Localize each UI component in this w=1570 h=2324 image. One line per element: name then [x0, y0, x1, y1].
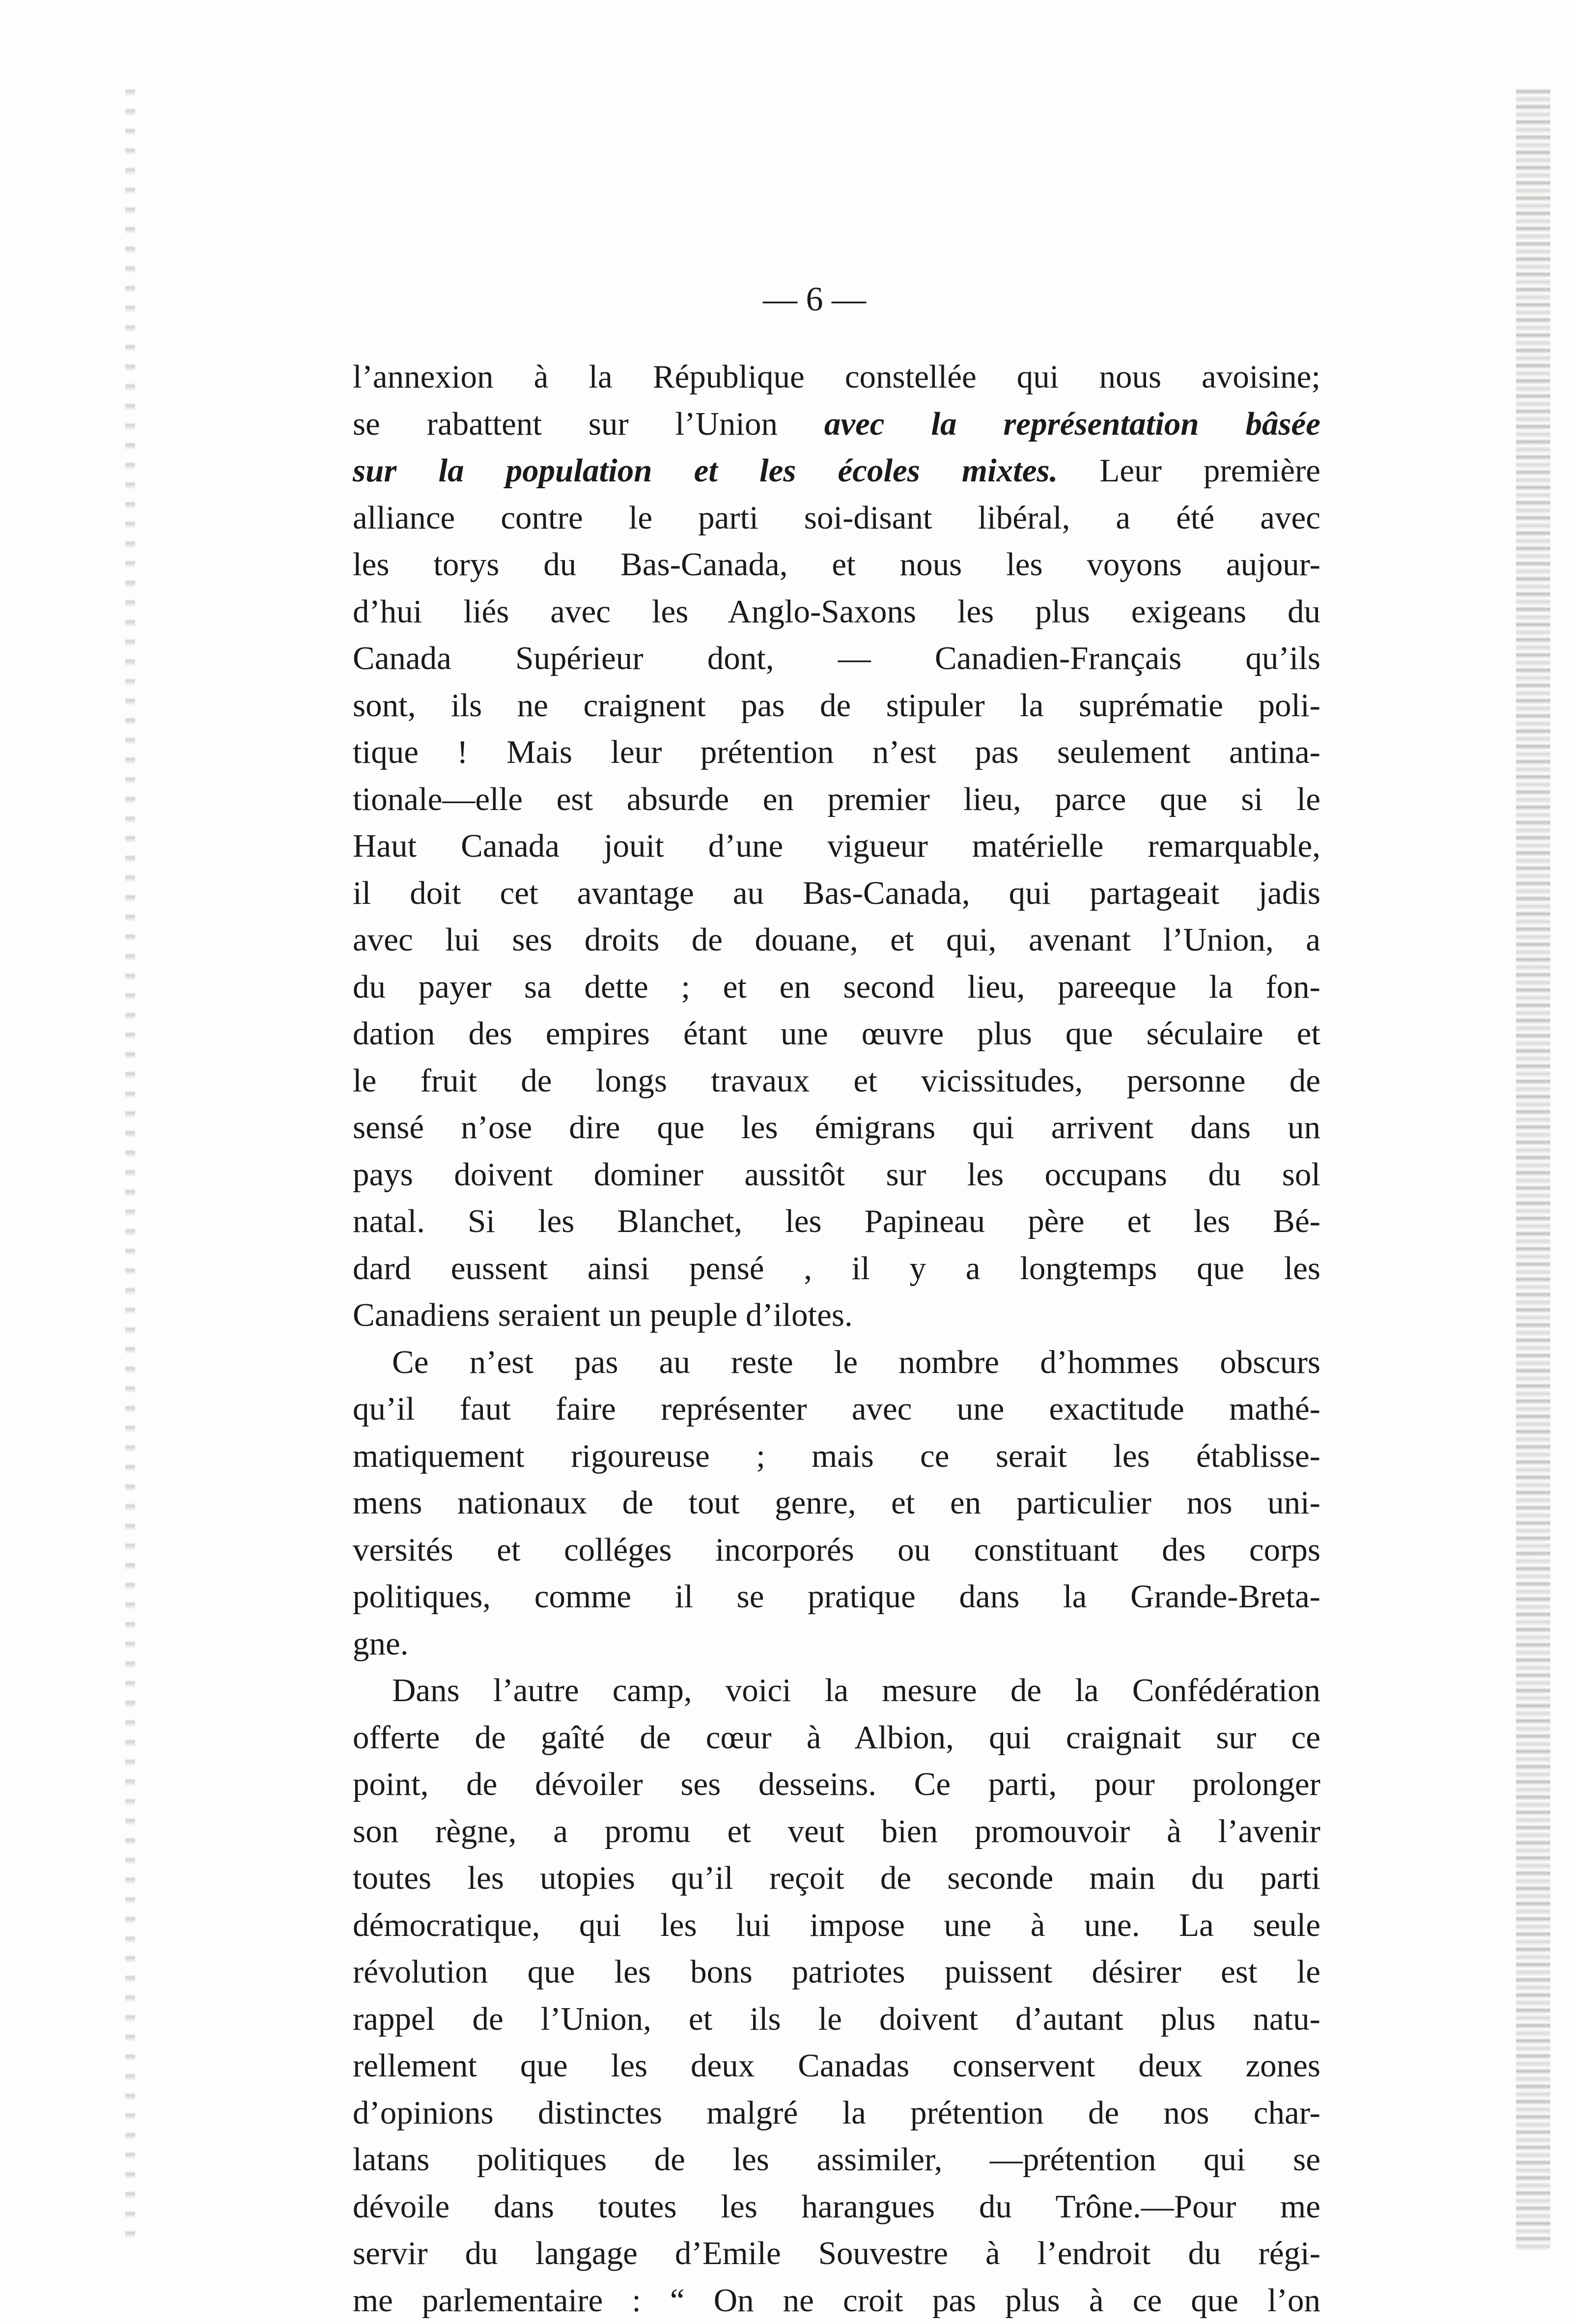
text-line: politiques, comme il se pratique dans la Grande-Breta-	[353, 1573, 1320, 1621]
text-line: gne.	[353, 1621, 1320, 1668]
text-line: dard eussent ainsi pensé , il y a longtemps que les	[353, 1245, 1320, 1292]
text-line: versités et colléges incorporés ou constituant des corps	[353, 1527, 1320, 1574]
text-line: matiquement rigoureuse ; mais ce serait les établisse-	[353, 1433, 1320, 1480]
text-line: l’annexion à la République constellée qui nous avoisine;	[353, 354, 1320, 401]
text-line: Canadiens seraient un peuple d’ilotes.	[353, 1292, 1320, 1339]
text-line: qu’il faut faire représenter avec une exactitude mathé-	[353, 1386, 1320, 1433]
text-line: tique ! Mais leur prétention n’est pas seulement antina-	[353, 729, 1320, 776]
text-line: alliance contre le parti soi-disant libéral, a été avec	[353, 495, 1320, 542]
text-segment: se rabattent sur l’Union	[353, 406, 824, 442]
italic-text: sur la population et les écoles mixtes.	[353, 452, 1058, 489]
text-line: tionale—elle est absurde en premier lieu, parce que si le	[353, 776, 1320, 823]
text-line: d’opinions distinctes malgré la prétention de nos char-	[353, 2090, 1320, 2137]
text-line: d’hui liés avec les Anglo-Saxons les plus exigeans du	[353, 588, 1320, 636]
scan-edge-right	[1516, 88, 1550, 2250]
text-line: il doit cet avantage au Bas-Canada, qui partageait jadis	[353, 870, 1320, 917]
text-line: sont, ils ne craignent pas de stipuler la suprématie poli-	[353, 682, 1320, 729]
text-line: avec lui ses droits de douane, et qui, avenant l’Union, a	[353, 917, 1320, 964]
text-line: offerte de gaîté de cœur à Albion, qui craignait sur ce	[353, 1714, 1320, 1762]
text-line: point, de dévoiler ses desseins. Ce parti, pour prolonger	[353, 1761, 1320, 1808]
text-line: me parlementaire : “ On ne croit pas plus à ce que l’on	[353, 2277, 1320, 2324]
text-line: du payer sa dette ; et en second lieu, pareeque la fon-	[353, 964, 1320, 1011]
text-line: mens nationaux de tout genre, et en particulier nos uni-	[353, 1480, 1320, 1527]
text-line: Haut Canada jouit d’une vigueur matérielle remarquable,	[353, 823, 1320, 870]
text-line: les torys du Bas-Canada, et nous les voyons aujour-	[353, 541, 1320, 588]
text-line: servir du langage d’Emile Souvestre à l’endroit du régi-	[353, 2230, 1320, 2277]
text-segment: Leur première	[1058, 452, 1320, 489]
text-line: démocratique, qui les lui impose une à une. La seule	[353, 1902, 1320, 1949]
text-line: rellement que les deux Canadas conservent deux zones	[353, 2043, 1320, 2090]
text-line: dévoile dans toutes les harangues du Trône.—Pour me	[353, 2184, 1320, 2231]
text-line: toutes les utopies qu’il reçoit de seconde main du parti	[353, 1855, 1320, 1902]
text-line	[353, 401, 1320, 448]
text-line: pays doivent dominer aussitôt sur les occupans du sol	[353, 1151, 1320, 1199]
text-line: le fruit de longs travaux et vicissitudes, personne de	[353, 1058, 1320, 1105]
text-line: Dans l’autre camp, voici la mesure de la Confédération	[353, 1667, 1320, 1714]
text-line	[353, 448, 1320, 495]
text-line: dation des empires étant une œuvre plus que séculaire et	[353, 1010, 1320, 1058]
body-text	[353, 354, 1320, 2324]
text-line: rappel de l’Union, et ils le doivent d’autant plus natu-	[353, 1996, 1320, 2043]
text-line: natal. Si les Blanchet, les Papineau père et les Bé-	[353, 1198, 1320, 1245]
text-line: Canada Supérieur dont, — Canadien-Français qu’ils	[353, 635, 1320, 682]
italic-text: avec la représentation bâsée	[824, 406, 1320, 442]
scan-edge-left	[125, 88, 135, 2250]
text-line: Ce n’est pas au reste le nombre d’hommes obscurs	[353, 1339, 1320, 1386]
text-line: sensé n’ose dire que les émigrans qui arrivent dans un	[353, 1104, 1320, 1151]
text-line: révolution que les bons patriotes puissent désirer est le	[353, 1949, 1320, 1996]
text-line: son règne, a promu et veut bien promouvoir à l’avenir	[353, 1808, 1320, 1855]
page-number: — 6 —	[0, 282, 1570, 317]
text-line: latans politiques de les assimiler, —prétention qui se	[353, 2136, 1320, 2184]
